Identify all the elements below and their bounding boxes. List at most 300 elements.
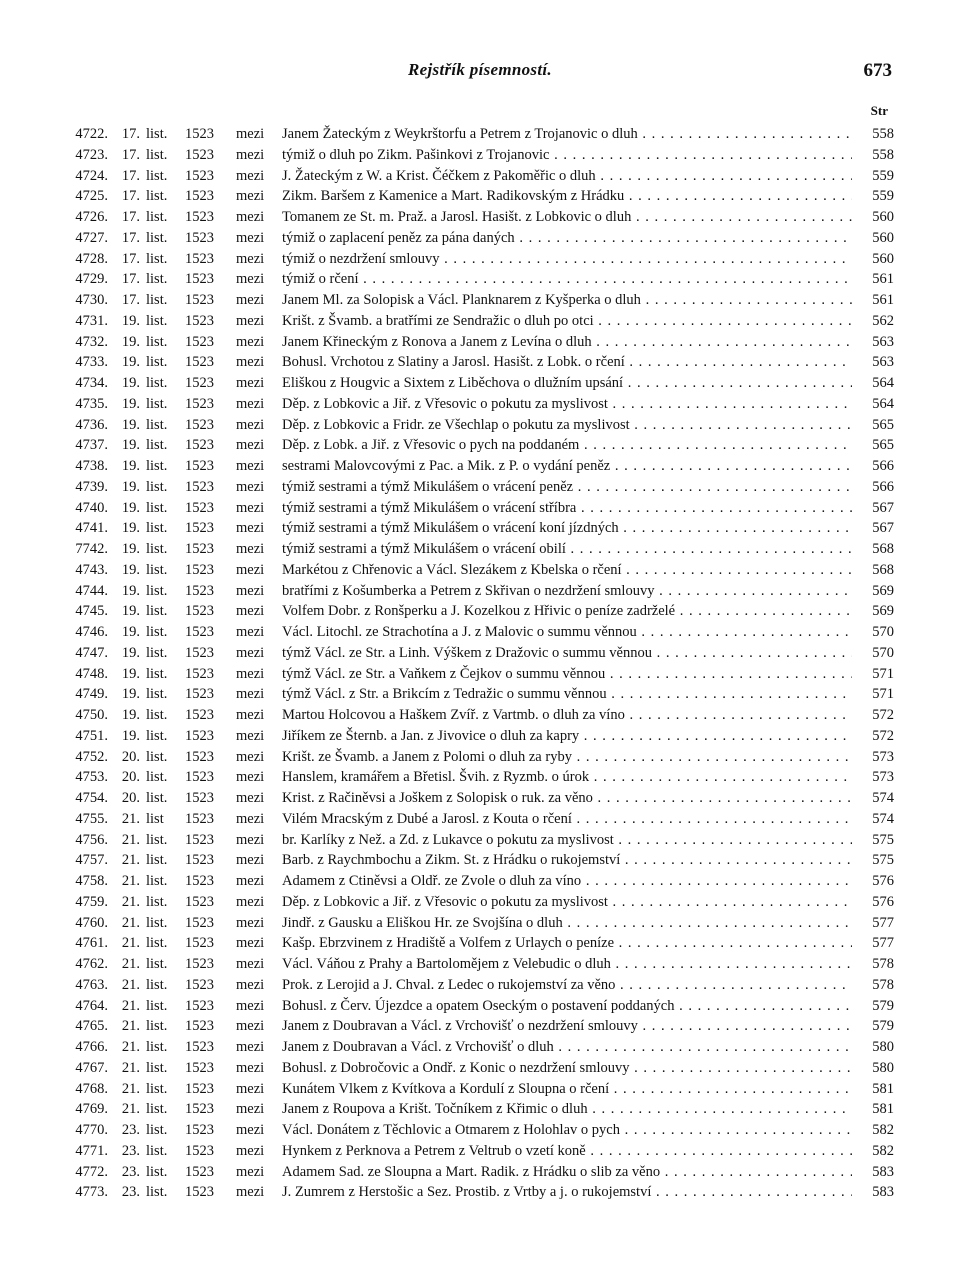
entry-number: 4746. bbox=[75, 624, 108, 640]
entry-month: list. bbox=[146, 1184, 168, 1201]
entry-day: 19. bbox=[121, 312, 140, 329]
entry-month: list. bbox=[146, 976, 168, 993]
entry-description: Janem z Doubravan a Václ. z Vrchovišť o nezdržení smlouvy . . . bbox=[282, 1016, 852, 1037]
entry-description: týmiž sestrami a týmž Mikulášem o vrácení peněz . . . bbox=[282, 477, 852, 498]
entry-day: 21. bbox=[121, 1018, 140, 1035]
list-item bbox=[58, 456, 894, 477]
entry-page: 578 bbox=[854, 975, 894, 996]
entry-year: 1523 bbox=[185, 561, 214, 578]
entry-number: 4732. bbox=[75, 333, 108, 350]
entry-month: list. bbox=[146, 250, 168, 267]
entry-day: 19. bbox=[121, 686, 140, 703]
entry-description: týmiž o zaplacení peněz za pána daných . . . bbox=[282, 228, 852, 249]
list-item bbox=[58, 352, 894, 373]
entry-day: 21. bbox=[121, 852, 140, 869]
entry-day: 19. bbox=[121, 541, 140, 557]
entry-relation: mezi bbox=[236, 250, 265, 267]
entry-relation: mezi bbox=[236, 1142, 265, 1159]
entry-page: 562 bbox=[854, 311, 894, 332]
entry-description: Tomanem ze St. m. Praž. a Jarosl. Hasišt. z Lobkovic o dluh . . . bbox=[282, 207, 852, 228]
entry-number: 4724. bbox=[75, 167, 108, 184]
entry-month: list bbox=[146, 810, 164, 827]
entry-description: Martou Holcovou a Haškem Zvíř. z Vartmb. o dluh za víno . . . bbox=[282, 705, 852, 726]
entry-year: 1523 bbox=[185, 395, 214, 412]
entry-number: 4722. bbox=[75, 126, 108, 142]
entry-description: br. Karlíky z Než. a Zd. z Lukavce o pokutu za myslivost . . . bbox=[282, 830, 852, 851]
list-item bbox=[58, 933, 894, 954]
entry-relation: mezi bbox=[236, 229, 265, 246]
list-item bbox=[58, 498, 894, 519]
entry-number: 4734. bbox=[75, 375, 108, 391]
entry-month: list. bbox=[146, 790, 168, 806]
entry-description: týmž Václ. z Str. a Brikcím z Tedražic o summu věnnou . . . bbox=[282, 684, 852, 705]
entry-month: list. bbox=[146, 769, 168, 786]
entry-year: 1523 bbox=[185, 1080, 214, 1097]
entry-page: 573 bbox=[854, 767, 894, 788]
entry-month: list. bbox=[146, 1101, 168, 1118]
entry-description: týmiž sestrami a týmž Mikulášem o vrácení stříbra . . . bbox=[282, 498, 852, 519]
entry-description: týmž Václ. ze Str. a Vaňkem z Čejkov o summu věnnou . . . bbox=[282, 664, 852, 685]
entry-number: 4762. bbox=[75, 956, 108, 972]
entry-month: list. bbox=[146, 1018, 168, 1035]
entry-day: 17. bbox=[121, 271, 140, 288]
entry-description: Janem Ml. za Solopisk a Václ. Planknarem z Kyšperka o dluh . . . bbox=[282, 290, 852, 311]
list-item bbox=[58, 518, 894, 539]
entry-number: 4725. bbox=[75, 188, 108, 205]
entry-month: list. bbox=[146, 561, 168, 578]
entry-relation: mezi bbox=[236, 1039, 265, 1055]
entry-description: Janem Křineckým z Ronova a Janem z Levína o dluh . . . bbox=[282, 332, 852, 353]
entry-number: 4764. bbox=[75, 997, 108, 1014]
list-item bbox=[58, 1099, 894, 1120]
entry-description: Adamem Sad. ze Sloupna a Mart. Radik. z Hrádku o slib za věno . . . bbox=[282, 1162, 852, 1183]
entry-page: 580 bbox=[854, 1037, 894, 1058]
entry-description: Barb. z Raychmbochu a Zikm. St. z Hrádku o rukojemství . . . bbox=[282, 850, 852, 871]
entry-day: 23. bbox=[121, 1142, 140, 1159]
list-item bbox=[58, 477, 894, 498]
entry-page: 570 bbox=[854, 643, 894, 664]
entry-page: 577 bbox=[854, 913, 894, 934]
entry-description: týmiž o rčení . . . bbox=[282, 269, 852, 290]
entry-relation: mezi bbox=[236, 271, 265, 288]
entry-day: 19. bbox=[121, 644, 140, 661]
entry-relation: mezi bbox=[236, 126, 265, 142]
entry-relation: mezi bbox=[236, 167, 265, 184]
list-item bbox=[58, 1182, 894, 1203]
list-item bbox=[58, 435, 894, 456]
entry-relation: mezi bbox=[236, 292, 265, 308]
entry-page: 561 bbox=[854, 290, 894, 311]
entry-description: J. Zumrem z Herstošic a Sez. Prostib. z Vrtby a j. o rukojemství . . . bbox=[282, 1182, 852, 1203]
entry-page: 573 bbox=[854, 747, 894, 768]
entry-year: 1523 bbox=[185, 126, 214, 142]
entry-day: 21. bbox=[121, 1059, 140, 1076]
list-item bbox=[58, 788, 894, 809]
entry-number: 4740. bbox=[75, 499, 108, 516]
entry-number: 4773. bbox=[75, 1184, 108, 1201]
entry-year: 1523 bbox=[185, 810, 214, 827]
entry-year: 1523 bbox=[185, 1142, 214, 1159]
entry-number: 4738. bbox=[75, 458, 108, 474]
entry-month: list. bbox=[146, 1122, 168, 1138]
entry-month: list. bbox=[146, 541, 168, 557]
entry-relation: mezi bbox=[236, 956, 265, 972]
entry-description: bratřími z Košumberka a Petrem z Skřivan o nezdržení smlouvy . . . bbox=[282, 581, 852, 602]
entry-description: Krist. z Račiněvsi a Joškem z Solopisk o ruk. za věno . . . bbox=[282, 788, 852, 809]
entry-page: 559 bbox=[854, 186, 894, 207]
entry-month: list. bbox=[146, 624, 168, 640]
entry-page: 563 bbox=[854, 352, 894, 373]
list-item bbox=[58, 373, 894, 394]
entry-description: týmiž sestrami a týmž Mikulášem o vrácení obilí . . . bbox=[282, 539, 852, 560]
entry-description: Volfem Dobr. z Ronšperku a J. Kozelkou z Hřivic o peníze zadrželé . . . bbox=[282, 601, 852, 622]
entry-year: 1523 bbox=[185, 935, 214, 952]
entry-description: Prok. z Lerojid a J. Chval. z Ledec o rukojemství za věno . . . bbox=[282, 975, 852, 996]
list-item bbox=[58, 166, 894, 187]
entry-year: 1523 bbox=[185, 541, 214, 557]
entry-description: Václ. Váňou z Prahy a Bartolomějem z Velebudic o dluh . . . bbox=[282, 954, 852, 975]
entry-year: 1523 bbox=[185, 873, 214, 889]
entry-relation: mezi bbox=[236, 1163, 265, 1180]
entry-description: Kunátem Vlkem z Kvítkova a Kordulí z Sloupna o rčení . . . bbox=[282, 1079, 852, 1100]
entry-month: list. bbox=[146, 873, 168, 889]
entry-day: 19. bbox=[121, 395, 140, 412]
list-item bbox=[58, 850, 894, 871]
entry-day: 21. bbox=[121, 956, 140, 972]
entry-month: list. bbox=[146, 437, 168, 454]
entry-number: 4757. bbox=[75, 852, 108, 869]
entry-page: 568 bbox=[854, 539, 894, 560]
entry-year: 1523 bbox=[185, 1101, 214, 1118]
entry-number: 4763. bbox=[75, 976, 108, 993]
entry-month: list. bbox=[146, 354, 168, 371]
entry-relation: mezi bbox=[236, 644, 265, 661]
entry-description: Zikm. Baršem z Kamenice a Mart. Radikovským z Hrádku . . . bbox=[282, 186, 852, 207]
entry-day: 20. bbox=[121, 790, 140, 806]
entry-year: 1523 bbox=[185, 624, 214, 640]
entry-description: Bohusl. Vrchotou z Slatiny a Jarosl. Hasišt. z Lobk. o rčení . . . bbox=[282, 352, 852, 373]
entry-year: 1523 bbox=[185, 209, 214, 225]
entry-year: 1523 bbox=[185, 1184, 214, 1201]
entry-description: Krišt. z Švamb. a bratřími ze Sendražic o dluh po otci . . . bbox=[282, 311, 852, 332]
entry-day: 20. bbox=[121, 748, 140, 765]
entry-description: Hynkem z Perknova a Petrem z Veltrub o vzetí koně . . . bbox=[282, 1141, 852, 1162]
entry-month: list. bbox=[146, 831, 168, 848]
list-item bbox=[58, 1141, 894, 1162]
entry-month: list. bbox=[146, 499, 168, 516]
entry-month: list. bbox=[146, 1080, 168, 1097]
entry-month: list. bbox=[146, 292, 168, 308]
list-item bbox=[58, 705, 894, 726]
entry-relation: mezi bbox=[236, 1018, 265, 1035]
entry-month: list. bbox=[146, 935, 168, 952]
entry-description: Kašp. Ebrzvinem z Hradiště a Volfem z Urlaych o peníze . . . bbox=[282, 933, 852, 954]
entry-day: 23. bbox=[121, 1184, 140, 1201]
entry-number: 4745. bbox=[75, 603, 108, 620]
entry-relation: mezi bbox=[236, 769, 265, 786]
list-item bbox=[58, 1037, 894, 1058]
entry-page: 567 bbox=[854, 518, 894, 539]
entry-description: Krišt. ze Švamb. a Janem z Polomi o dluh za ryby . . . bbox=[282, 747, 852, 768]
entry-year: 1523 bbox=[185, 499, 214, 516]
entry-relation: mezi bbox=[236, 914, 265, 931]
page-title: Rejstřík písemností. bbox=[408, 60, 552, 79]
entry-number: 7742. bbox=[75, 541, 108, 557]
entry-number: 4748. bbox=[75, 665, 108, 682]
entry-year: 1523 bbox=[185, 727, 214, 744]
entry-relation: mezi bbox=[236, 375, 265, 391]
entry-year: 1523 bbox=[185, 458, 214, 474]
entry-number: 4766. bbox=[75, 1039, 108, 1055]
entry-month: list. bbox=[146, 146, 168, 163]
entry-relation: mezi bbox=[236, 354, 265, 371]
entry-month: list. bbox=[146, 914, 168, 931]
entry-number: 4770. bbox=[75, 1122, 108, 1138]
list-item bbox=[58, 186, 894, 207]
entry-year: 1523 bbox=[185, 1122, 214, 1138]
entry-day: 19. bbox=[121, 458, 140, 474]
entry-page: 578 bbox=[854, 954, 894, 975]
entry-page: 559 bbox=[854, 166, 894, 187]
entry-relation: mezi bbox=[236, 873, 265, 889]
list-item bbox=[58, 581, 894, 602]
entry-description: Děp. z Lobkovic a Fridr. ze Všechlap o pokutu za myslivost . . . bbox=[282, 415, 852, 436]
entry-page: 567 bbox=[854, 498, 894, 519]
entry-relation: mezi bbox=[236, 1080, 265, 1097]
entry-month: list. bbox=[146, 644, 168, 661]
entry-year: 1523 bbox=[185, 790, 214, 806]
entry-day: 21. bbox=[121, 831, 140, 848]
entry-year: 1523 bbox=[185, 520, 214, 537]
entry-description: Janem Žateckým z Weykrštorfu a Petrem z Trojanovic o dluh . . . bbox=[282, 124, 852, 145]
entry-month: list. bbox=[146, 209, 168, 225]
entry-relation: mezi bbox=[236, 333, 265, 350]
entry-description: Václ. Donátem z Těchlovic a Otmarem z Holohlav o pych . . . bbox=[282, 1120, 852, 1141]
entry-year: 1523 bbox=[185, 582, 214, 599]
entry-relation: mezi bbox=[236, 1101, 265, 1118]
entry-page: 576 bbox=[854, 892, 894, 913]
entry-year: 1523 bbox=[185, 665, 214, 682]
entry-number: 4749. bbox=[75, 686, 108, 703]
entry-page: 580 bbox=[854, 1058, 894, 1079]
entry-page: 581 bbox=[854, 1079, 894, 1100]
entry-page: 569 bbox=[854, 581, 894, 602]
entry-month: list. bbox=[146, 852, 168, 869]
entry-year: 1523 bbox=[185, 229, 214, 246]
entry-description: Markétou z Chřenovic a Václ. Slezákem z Kbelska o rčení . . . bbox=[282, 560, 852, 581]
page-header bbox=[0, 60, 960, 90]
list-item bbox=[58, 249, 894, 270]
entry-year: 1523 bbox=[185, 748, 214, 765]
entry-number: 4752. bbox=[75, 748, 108, 765]
list-item bbox=[58, 1016, 894, 1037]
entry-month: list. bbox=[146, 229, 168, 246]
entry-number: 4747. bbox=[75, 644, 108, 661]
entry-month: list. bbox=[146, 416, 168, 433]
entry-year: 1523 bbox=[185, 333, 214, 350]
entry-day: 23. bbox=[121, 1163, 140, 1180]
list-item bbox=[58, 871, 894, 892]
list-item bbox=[58, 809, 894, 830]
entry-page: 572 bbox=[854, 726, 894, 747]
entry-year: 1523 bbox=[185, 312, 214, 329]
entry-description: Bohusl. z Červ. Újezdce a opatem Oseckým o postavení poddaných . . . bbox=[282, 996, 852, 1017]
entry-relation: mezi bbox=[236, 188, 265, 205]
entry-page: 565 bbox=[854, 415, 894, 436]
entry-day: 20. bbox=[121, 769, 140, 786]
entry-page: 558 bbox=[854, 124, 894, 145]
entry-number: 4739. bbox=[75, 478, 108, 495]
entry-number: 4756. bbox=[75, 831, 108, 848]
entry-number: 4759. bbox=[75, 893, 108, 910]
entry-relation: mezi bbox=[236, 541, 265, 557]
entry-number: 4727. bbox=[75, 229, 108, 246]
entry-number: 4760. bbox=[75, 914, 108, 931]
entry-month: list. bbox=[146, 333, 168, 350]
entry-year: 1523 bbox=[185, 292, 214, 308]
entry-day: 19. bbox=[121, 665, 140, 682]
entry-month: list. bbox=[146, 1039, 168, 1055]
entry-relation: mezi bbox=[236, 831, 265, 848]
entry-page: 560 bbox=[854, 207, 894, 228]
entry-day: 17. bbox=[121, 167, 140, 184]
entry-page: 569 bbox=[854, 601, 894, 622]
entry-description: Eliškou z Hougvic a Sixtem z Liběchova o dlužním upsání . . . bbox=[282, 373, 852, 394]
entry-year: 1523 bbox=[185, 146, 214, 163]
entry-page: 566 bbox=[854, 456, 894, 477]
entry-description: Václ. Litochl. ze Strachotína a J. z Malovic o summu věnnou . . . bbox=[282, 622, 852, 643]
entry-day: 21. bbox=[121, 1080, 140, 1097]
entry-number: 4726. bbox=[75, 209, 108, 225]
entry-day: 19. bbox=[121, 520, 140, 537]
list-item bbox=[58, 975, 894, 996]
entry-month: list. bbox=[146, 1142, 168, 1159]
entry-number: 4771. bbox=[75, 1142, 108, 1159]
list-item bbox=[58, 394, 894, 415]
list-item bbox=[58, 290, 894, 311]
entry-day: 19. bbox=[121, 354, 140, 371]
entry-relation: mezi bbox=[236, 810, 265, 827]
entry-description: Děp. z Lobkovic a Jiř. z Vřesovic o pokutu za myslivost . . . bbox=[282, 892, 852, 913]
entry-relation: mezi bbox=[236, 624, 265, 640]
entry-number: 4729. bbox=[75, 271, 108, 288]
entry-year: 1523 bbox=[185, 893, 214, 910]
entry-page: 574 bbox=[854, 788, 894, 809]
list-item bbox=[58, 913, 894, 934]
entry-number: 4736. bbox=[75, 416, 108, 433]
entry-year: 1523 bbox=[185, 603, 214, 620]
entry-number: 4737. bbox=[75, 437, 108, 454]
page-number: 673 bbox=[863, 60, 892, 81]
list-item bbox=[58, 664, 894, 685]
entry-day: 19. bbox=[121, 624, 140, 640]
entry-description: Děp. z Lobk. a Jiř. z Vřesovic o pych na poddaném . . . bbox=[282, 435, 852, 456]
entry-page: 581 bbox=[854, 1099, 894, 1120]
entry-page: 566 bbox=[854, 477, 894, 498]
entry-day: 17. bbox=[121, 146, 140, 163]
entry-year: 1523 bbox=[185, 354, 214, 371]
entry-day: 19. bbox=[121, 603, 140, 620]
entry-description: J. Žateckým z W. a Krist. Čéčkem z Pakoměřic o dluh . . . bbox=[282, 166, 852, 187]
entry-relation: mezi bbox=[236, 395, 265, 412]
entry-number: 4723. bbox=[75, 146, 108, 163]
entry-month: list. bbox=[146, 520, 168, 537]
entry-number: 4751. bbox=[75, 727, 108, 744]
entry-relation: mezi bbox=[236, 997, 265, 1014]
entry-page: 579 bbox=[854, 996, 894, 1017]
entry-number: 4754. bbox=[75, 790, 108, 806]
entry-relation: mezi bbox=[236, 561, 265, 578]
entry-relation: mezi bbox=[236, 727, 265, 744]
entry-number: 4753. bbox=[75, 769, 108, 786]
entry-day: 21. bbox=[121, 914, 140, 931]
list-item bbox=[58, 830, 894, 851]
entry-month: list. bbox=[146, 188, 168, 205]
entry-month: list. bbox=[146, 727, 168, 744]
entry-month: list. bbox=[146, 582, 168, 599]
entry-year: 1523 bbox=[185, 852, 214, 869]
entry-day: 21. bbox=[121, 935, 140, 952]
entry-month: list. bbox=[146, 748, 168, 765]
entry-relation: mezi bbox=[236, 1122, 265, 1138]
entry-relation: mezi bbox=[236, 499, 265, 516]
entry-day: 21. bbox=[121, 873, 140, 889]
register-list bbox=[58, 124, 894, 1203]
entry-year: 1523 bbox=[185, 686, 214, 703]
list-item bbox=[58, 684, 894, 705]
entry-description: Bohusl. z Dobročovic a Ondř. z Konic o nezdržení smlouvy . . . bbox=[282, 1058, 852, 1079]
entry-relation: mezi bbox=[236, 437, 265, 454]
entry-page: 576 bbox=[854, 871, 894, 892]
entry-year: 1523 bbox=[185, 644, 214, 661]
entry-page: 564 bbox=[854, 394, 894, 415]
list-item bbox=[58, 767, 894, 788]
entry-month: list. bbox=[146, 478, 168, 495]
list-item bbox=[58, 560, 894, 581]
entry-month: list. bbox=[146, 126, 168, 142]
page-column-label: Str bbox=[870, 103, 888, 118]
entry-year: 1523 bbox=[185, 831, 214, 848]
entry-page: 561 bbox=[854, 269, 894, 290]
list-item bbox=[58, 643, 894, 664]
entry-year: 1523 bbox=[185, 167, 214, 184]
entry-month: list. bbox=[146, 395, 168, 412]
entry-year: 1523 bbox=[185, 1059, 214, 1076]
entry-number: 4755. bbox=[75, 810, 108, 827]
entry-day: 21. bbox=[121, 810, 140, 827]
entry-year: 1523 bbox=[185, 976, 214, 993]
entry-month: list. bbox=[146, 686, 168, 703]
list-item bbox=[58, 269, 894, 290]
entry-page: 568 bbox=[854, 560, 894, 581]
entry-day: 19. bbox=[121, 582, 140, 599]
entry-description: týmiž o nezdržení smlouvy . . . bbox=[282, 249, 852, 270]
entry-page: 575 bbox=[854, 830, 894, 851]
entry-month: list. bbox=[146, 458, 168, 474]
entry-number: 4765. bbox=[75, 1018, 108, 1035]
entry-month: list. bbox=[146, 665, 168, 682]
entry-page: 583 bbox=[854, 1162, 894, 1183]
entry-number: 4767. bbox=[75, 1059, 108, 1076]
entry-month: list. bbox=[146, 956, 168, 972]
entry-page: 560 bbox=[854, 249, 894, 270]
entry-year: 1523 bbox=[185, 769, 214, 786]
entry-number: 4758. bbox=[75, 873, 108, 889]
list-item bbox=[58, 996, 894, 1017]
entry-month: list. bbox=[146, 312, 168, 329]
entry-relation: mezi bbox=[236, 582, 265, 599]
list-item bbox=[58, 539, 894, 560]
